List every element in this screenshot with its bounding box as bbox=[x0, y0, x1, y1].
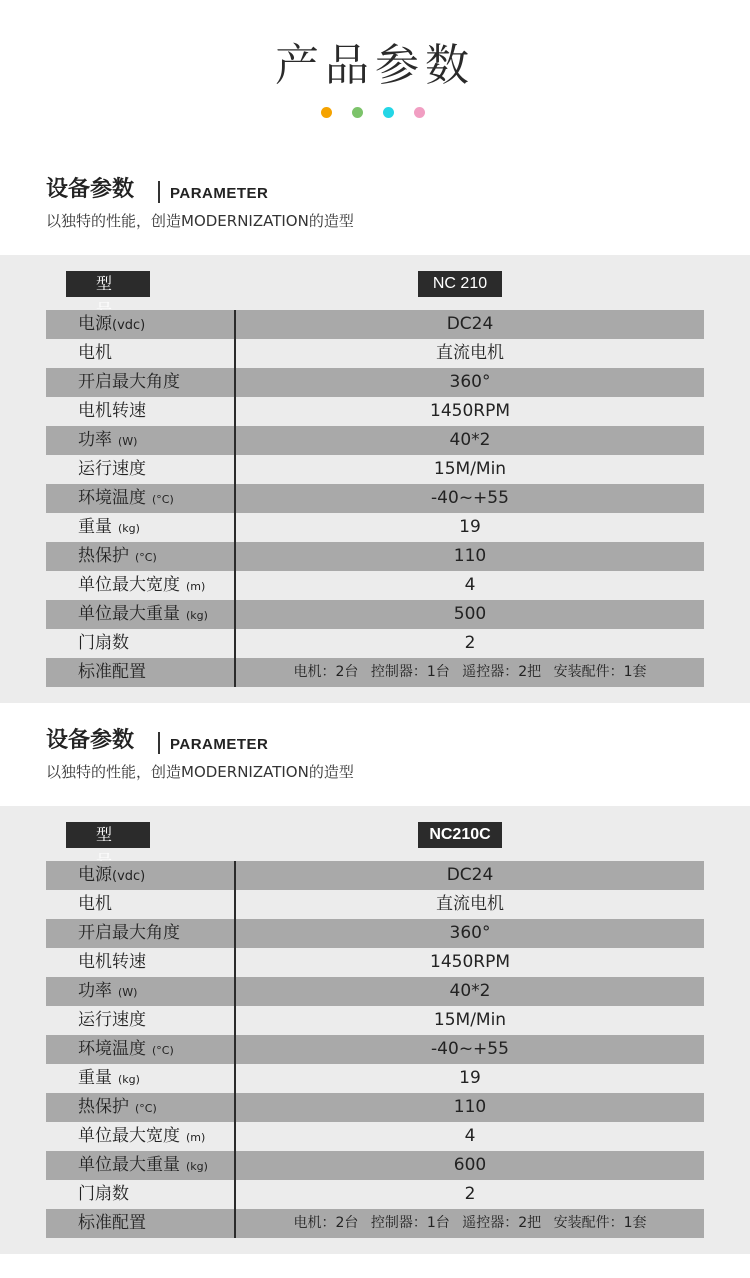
table-row bbox=[46, 1122, 704, 1151]
spec-unit: (kg) bbox=[186, 609, 208, 622]
spec-value: 4 bbox=[464, 575, 476, 595]
table-row bbox=[46, 861, 704, 890]
spec-key bbox=[78, 1064, 140, 1094]
spec-key-label: 环境温度 bbox=[78, 1039, 146, 1059]
spec-key-label: 电机转速 bbox=[78, 952, 146, 972]
spec-value: 电机：2台 控制器：1台 遥控器：2把 安装配件：1套 bbox=[293, 664, 647, 680]
spec-key-label: 运行速度 bbox=[78, 1010, 146, 1030]
green-dot-icon bbox=[352, 107, 363, 118]
model-label: 型 bbox=[66, 271, 150, 297]
spec-key bbox=[78, 542, 157, 572]
table-row bbox=[46, 1180, 704, 1209]
spec-value: 1450RPM bbox=[430, 401, 510, 421]
spec-key bbox=[78, 426, 137, 456]
spec-key bbox=[78, 339, 112, 368]
section-subtitle: 以独特的性能，创造MODERNIZATION的造型 bbox=[46, 212, 354, 230]
spec-key-label: 电机 bbox=[78, 894, 112, 914]
table-row bbox=[46, 977, 704, 1006]
spec-key bbox=[78, 890, 112, 919]
spec-key-label: 单位最大宽度 bbox=[78, 1126, 180, 1146]
spec-key bbox=[78, 455, 146, 484]
spec-key-label: 重量 bbox=[78, 517, 112, 537]
spec-unit: (vdc) bbox=[112, 869, 146, 884]
model-value: NC210C bbox=[418, 822, 502, 848]
spec-key bbox=[78, 1093, 157, 1123]
spec-unit: (°C) bbox=[152, 493, 174, 506]
table-row bbox=[46, 1209, 704, 1238]
spec-key bbox=[78, 977, 137, 1007]
spec-key-label: 门扇数 bbox=[78, 633, 129, 653]
table-row bbox=[46, 571, 704, 600]
spec-value: 19 bbox=[459, 1068, 481, 1088]
model-label: 型 bbox=[66, 822, 150, 848]
spec-key bbox=[78, 310, 145, 340]
spec-value: 1450RPM bbox=[430, 952, 510, 972]
spec-value: 40*2 bbox=[449, 430, 491, 450]
table-row bbox=[46, 1093, 704, 1122]
spec-key bbox=[78, 1122, 205, 1152]
spec-key bbox=[78, 658, 146, 687]
heading-divider bbox=[158, 181, 160, 203]
table-row bbox=[46, 1006, 704, 1035]
table-row bbox=[46, 1035, 704, 1064]
spec-unit: (°C) bbox=[135, 551, 157, 564]
spec-value: 19 bbox=[459, 517, 481, 537]
table-row bbox=[46, 629, 704, 658]
table-row bbox=[46, 339, 704, 368]
spec-key bbox=[78, 629, 129, 658]
spec-unit: (kg) bbox=[118, 522, 140, 535]
spec-key-label: 单位最大重量 bbox=[78, 604, 180, 624]
model-value: NC 210 bbox=[418, 271, 502, 297]
table-row bbox=[46, 1064, 704, 1093]
spec-key-label: 开启最大角度 bbox=[78, 372, 180, 392]
table-row bbox=[46, 658, 704, 687]
spec-key-label: 电源 bbox=[78, 314, 112, 334]
spec-unit: (m) bbox=[186, 1131, 206, 1144]
spec-key bbox=[78, 513, 140, 543]
column-divider bbox=[234, 861, 236, 1238]
column-divider bbox=[234, 310, 236, 687]
spec-value: 2 bbox=[464, 633, 476, 653]
spec-value: DC24 bbox=[446, 314, 494, 334]
spec-unit: (vdc) bbox=[112, 318, 146, 333]
spec-value: 直流电机 bbox=[436, 343, 504, 363]
spec-key bbox=[78, 919, 180, 948]
spec-value: DC24 bbox=[446, 865, 494, 885]
spec-key bbox=[78, 368, 180, 397]
section-subtitle: 以独特的性能，创造MODERNIZATION的造型 bbox=[46, 763, 354, 781]
spec-table bbox=[46, 310, 704, 687]
spec-value: 600 bbox=[453, 1155, 487, 1175]
spec-value: 电机：2台 控制器：1台 遥控器：2把 安装配件：1套 bbox=[293, 1215, 647, 1231]
spec-key-label: 电机 bbox=[78, 343, 112, 363]
spec-key bbox=[78, 484, 174, 514]
spec-key bbox=[78, 948, 146, 977]
spec-value: -40~+55 bbox=[431, 1039, 509, 1059]
heading-divider bbox=[158, 732, 160, 754]
spec-key-label: 运行速度 bbox=[78, 459, 146, 479]
spec-panel bbox=[0, 806, 750, 1254]
spec-key-label: 热保护 bbox=[78, 1097, 129, 1117]
spec-value: 15M/Min bbox=[433, 459, 507, 479]
spec-value: 360° bbox=[449, 372, 491, 392]
spec-key bbox=[78, 1006, 146, 1035]
table-row bbox=[46, 542, 704, 571]
table-row bbox=[46, 513, 704, 542]
spec-key-label: 功率 bbox=[78, 981, 112, 1001]
spec-key-label: 电机转速 bbox=[78, 401, 146, 421]
section-heading-en: PARAMETER bbox=[170, 185, 269, 202]
spec-key bbox=[78, 1151, 208, 1181]
spec-key bbox=[78, 397, 146, 426]
spec-value: -40~+55 bbox=[431, 488, 509, 508]
spec-unit: (°C) bbox=[135, 1102, 157, 1115]
spec-key-label: 重量 bbox=[78, 1068, 112, 1088]
spec-unit: (W) bbox=[118, 986, 138, 999]
spec-value: 直流电机 bbox=[436, 894, 504, 914]
table-row bbox=[46, 310, 704, 339]
spec-key-label: 环境温度 bbox=[78, 488, 146, 508]
spec-unit: (W) bbox=[118, 435, 138, 448]
table-row bbox=[46, 890, 704, 919]
spec-key-label: 门扇数 bbox=[78, 1184, 129, 1204]
table-row bbox=[46, 368, 704, 397]
page-title: 产品参数 bbox=[275, 40, 475, 91]
section-heading: 设备参数 bbox=[46, 728, 135, 753]
spec-key bbox=[78, 861, 145, 891]
spec-key-label: 电源 bbox=[78, 865, 112, 885]
spec-panel bbox=[0, 255, 750, 703]
spec-key bbox=[78, 1180, 129, 1209]
cyan-dot-icon bbox=[383, 107, 394, 118]
spec-value: 110 bbox=[453, 546, 487, 566]
section-heading-en: PARAMETER bbox=[170, 736, 269, 753]
spec-value: 2 bbox=[464, 1184, 476, 1204]
spec-value: 40*2 bbox=[449, 981, 491, 1001]
spec-key bbox=[78, 571, 205, 601]
table-row bbox=[46, 397, 704, 426]
spec-key bbox=[78, 1209, 146, 1238]
table-row bbox=[46, 948, 704, 977]
orange-dot-icon bbox=[321, 107, 332, 118]
spec-key-label: 功率 bbox=[78, 430, 112, 450]
section-heading: 设备参数 bbox=[46, 177, 135, 202]
spec-key-label: 开启最大角度 bbox=[78, 923, 180, 943]
spec-value: 15M/Min bbox=[433, 1010, 507, 1030]
pink-dot-icon bbox=[414, 107, 425, 118]
spec-key bbox=[78, 600, 208, 630]
table-row bbox=[46, 455, 704, 484]
spec-key-label: 热保护 bbox=[78, 546, 129, 566]
spec-value: 360° bbox=[449, 923, 491, 943]
table-row bbox=[46, 426, 704, 455]
spec-key-label: 标准配置 bbox=[78, 662, 146, 682]
spec-value: 4 bbox=[464, 1126, 476, 1146]
table-row bbox=[46, 919, 704, 948]
spec-key-label: 标准配置 bbox=[78, 1213, 146, 1233]
spec-unit: (m) bbox=[186, 580, 206, 593]
table-row bbox=[46, 484, 704, 513]
spec-table bbox=[46, 861, 704, 1238]
table-row bbox=[46, 600, 704, 629]
spec-key-label: 单位最大宽度 bbox=[78, 575, 180, 595]
spec-value: 110 bbox=[453, 1097, 487, 1117]
spec-unit: (kg) bbox=[186, 1160, 208, 1173]
spec-unit: (kg) bbox=[118, 1073, 140, 1086]
spec-value: 500 bbox=[453, 604, 487, 624]
spec-unit: (°C) bbox=[152, 1044, 174, 1057]
table-row bbox=[46, 1151, 704, 1180]
spec-key bbox=[78, 1035, 174, 1065]
spec-key-label: 单位最大重量 bbox=[78, 1155, 180, 1175]
